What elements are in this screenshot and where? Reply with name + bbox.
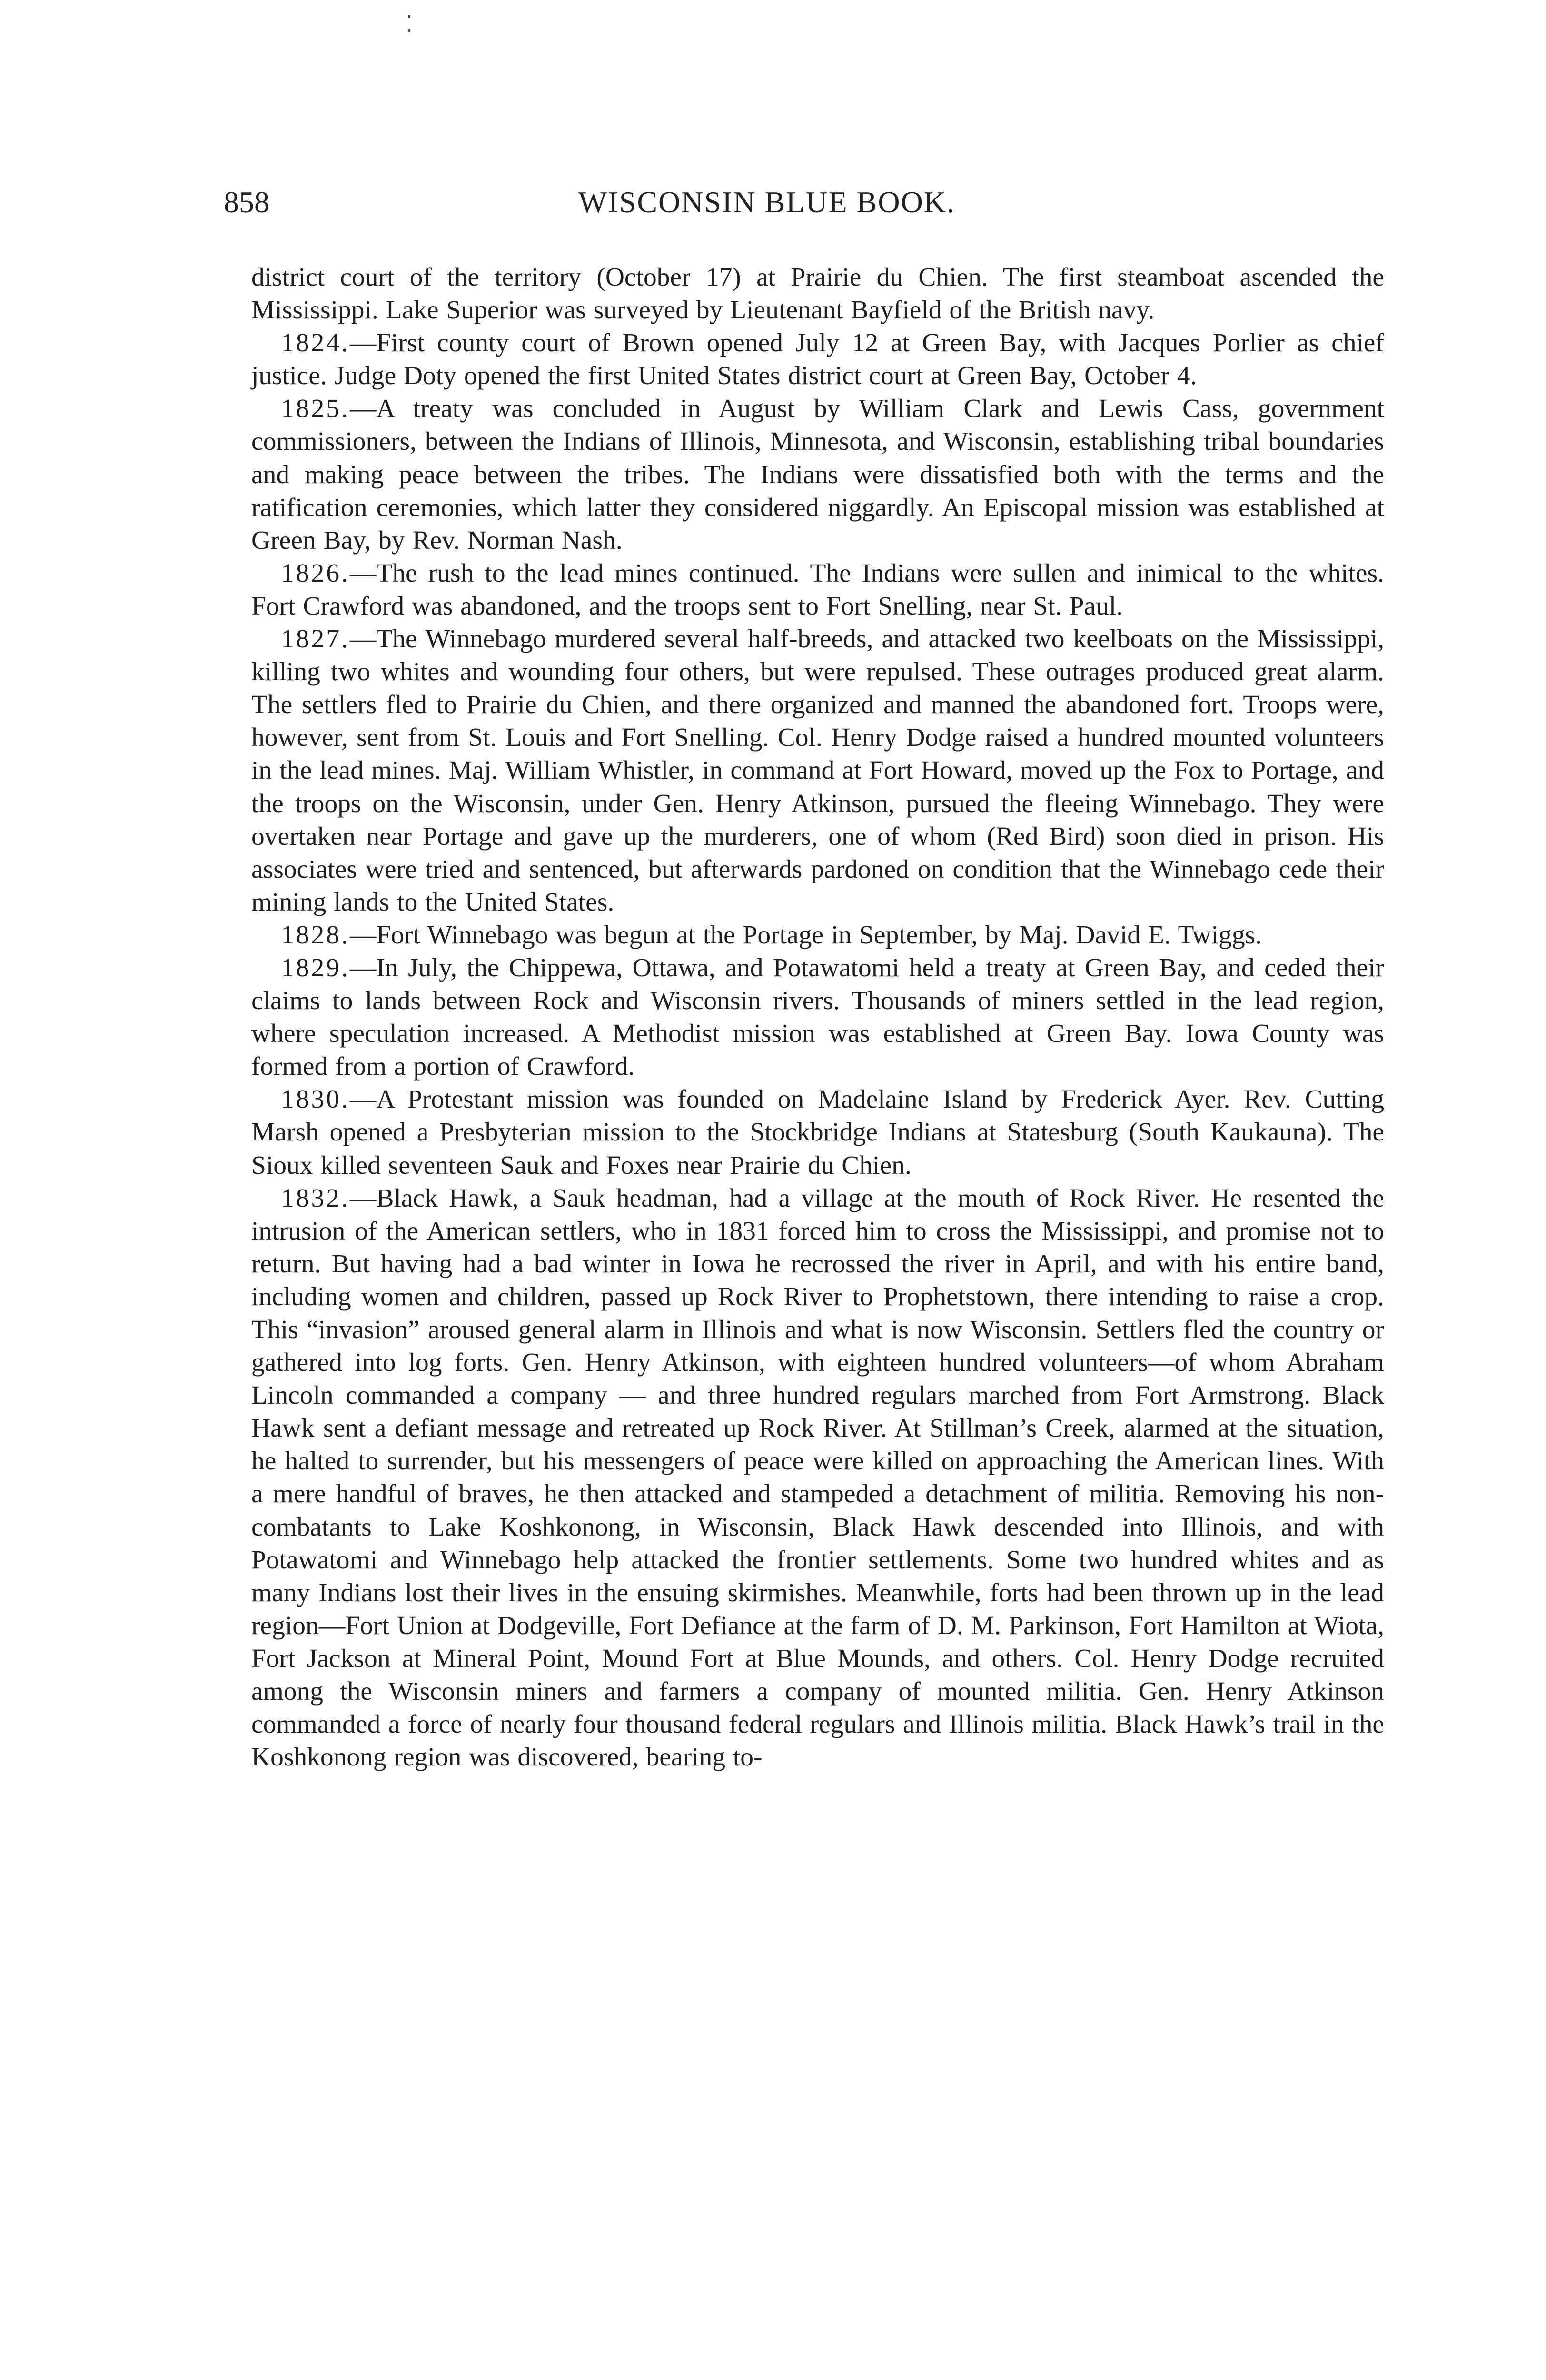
paragraph-text: —A treaty was concluded in August by William Clark and Lewis Cass, government commissioners, between the Indians of Illinois, Minnesota, and Wisconsin, establishing tribal boundaries and making peace between the tribes. The Indians were dissatisfied both with the terms and the ratification ceremonies, which latter they considered niggardly. An Episcopal mission was established at Green Bay, by Rev. Norman Nash. [251,394,1384,555]
paragraph-1826 [251,557,1384,623]
paragraph-1825 [251,392,1384,556]
year-label: 1825. [281,394,350,424]
body-text [251,261,1384,1774]
paragraph-text: —The Winnebago murdered several half-breeds, and attacked two keelboats on the Mississippi, killing two whites and wounding four others, but were repulsed. These outrages produced great alarm. The settlers fled to Prairie du Chien, and there organized and manned the abandoned fort. Troops were, however, sent from St. Louis and Fort Snelling. Col. Henry Dodge raised a hundred mounted volunteers in the lead mines. Maj. William Whistler, in command at Fort Howard, moved up the Fox to Portage, and the troops on the Wisconsin, under Gen. Henry Atkinson, pursued the fleeing Winnebago. They were overtaken near Portage and gave up the murderers, one of whom (Red Bird) soon died in prison. His associates were tried and sentenced, but afterwards pardoned on condition that the Winnebago cede their mining lands to the United States. [251,625,1384,917]
paragraph-continued [251,261,1384,327]
paragraph-1824 [251,327,1384,392]
running-title: WISCONSIN BLUE BOOK. [578,185,955,219]
paragraph-text: district court of the territory (October 17) at Prairie du Chien. The first steamboat ascended the Mississippi. Lake Superior was surveyed by Lieutenant Bayfield of the British navy. [251,263,1384,325]
year-label: 1826. [281,558,350,588]
year-label: 1824. [281,328,350,358]
paragraph-1829 [251,952,1384,1083]
year-label: 1830. [281,1085,350,1114]
paragraph-1832 [251,1182,1384,1774]
year-label: 1828. [281,920,350,950]
paragraph-text: —In July, the Chippewa, Ottawa, and Potawatomi held a treaty at Green Bay, and ceded their claims to lands between Rock and Wisconsin rivers. Thousands of miners settled in the lead region, where speculation increased. A Methodist mission was established at Green Bay. Iowa County was formed from a portion of Crawford. [251,953,1384,1081]
paragraph-1828 [251,919,1384,952]
paragraph-text: —The rush to the lead mines continued. The Indians were sullen and inimical to the whites. Fort Crawford was abandoned, and the troops sent to Fort Snelling, near St. Paul. [251,558,1384,621]
paragraph-text: —Black Hawk, a Sauk headman, had a village at the mouth of Rock River. He resented the intrusion of the American settlers, who in 1831 forced him to cross the Mississippi, and promise not to return. But having had a bad winter in Iowa he recrossed the river in April, and with his entire band, including women and children, passed up Rock River to Prophetstown, there intending to raise a crop. This “invasion” aroused general alarm in Illinois and what is now Wisconsin. Settlers fled the country or gathered into log forts. Gen. Henry Atkinson, with eighteen hundred volunteers—of whom Abraham Lincoln commanded a company — and three hundred regulars marched from Fort Armstrong. Black Hawk sent a defiant message and retreated up Rock River. At Stillman’s Creek, alarmed at the situation, he halted to surrender, but his messengers of peace were killed on approaching the American lines. With a mere handful of braves, he then attacked and stampeded a detachment of militia. Removing his non-combatants to Lake Koshkonong, in Wisconsin, Black Hawk descended into Illinois, and with Potawatomi and Winnebago help attacked the frontier settlements. Some two hundred whites and as many Indians lost their lives in the ensuing skirmishes. Meanwhile, forts had been thrown up in the lead region—Fort Union at Dodgeville, Fort Defiance at the farm of D. M. Parkinson, Fort Hamilton at Wiota, Fort Jackson at Mineral Point, Mound Fort at Blue Mounds, and others. Col. Henry Dodge recruited among the Wisconsin miners and farmers a company of mounted militia. Gen. Henry Atkinson commanded a force of nearly four thousand federal regulars and Illinois militia. Black Hawk’s trail in the Koshkonong region was discovered, bearing to- [251,1183,1384,1772]
year-label: 1827. [281,625,350,654]
paragraph-1827 [251,623,1384,919]
page-number: 858 [224,185,269,219]
paragraph-1830 [251,1083,1384,1181]
printer-mark: ⁚ [406,12,413,37]
page-header [224,183,1385,221]
year-label: 1829. [281,953,350,982]
paragraph-text: —First county court of Brown opened July 12 at Green Bay, with Jacques Porlier as chief justice. Judge Doty opened the first United States district court at Green Bay, October 4. [251,328,1384,391]
year-label: 1832. [281,1183,350,1213]
paragraph-text: —Fort Winnebago was begun at the Portage in September, by Maj. David E. Twiggs. [349,920,1262,950]
paragraph-text: —A Protestant mission was founded on Madelaine Island by Frederick Ayer. Rev. Cutting Marsh opened a Presbyterian mission to the Stockbridge Indians at Statesburg (South Kaukauna). The Sioux killed seventeen Sauk and Foxes near Prairie du Chien. [251,1085,1384,1180]
